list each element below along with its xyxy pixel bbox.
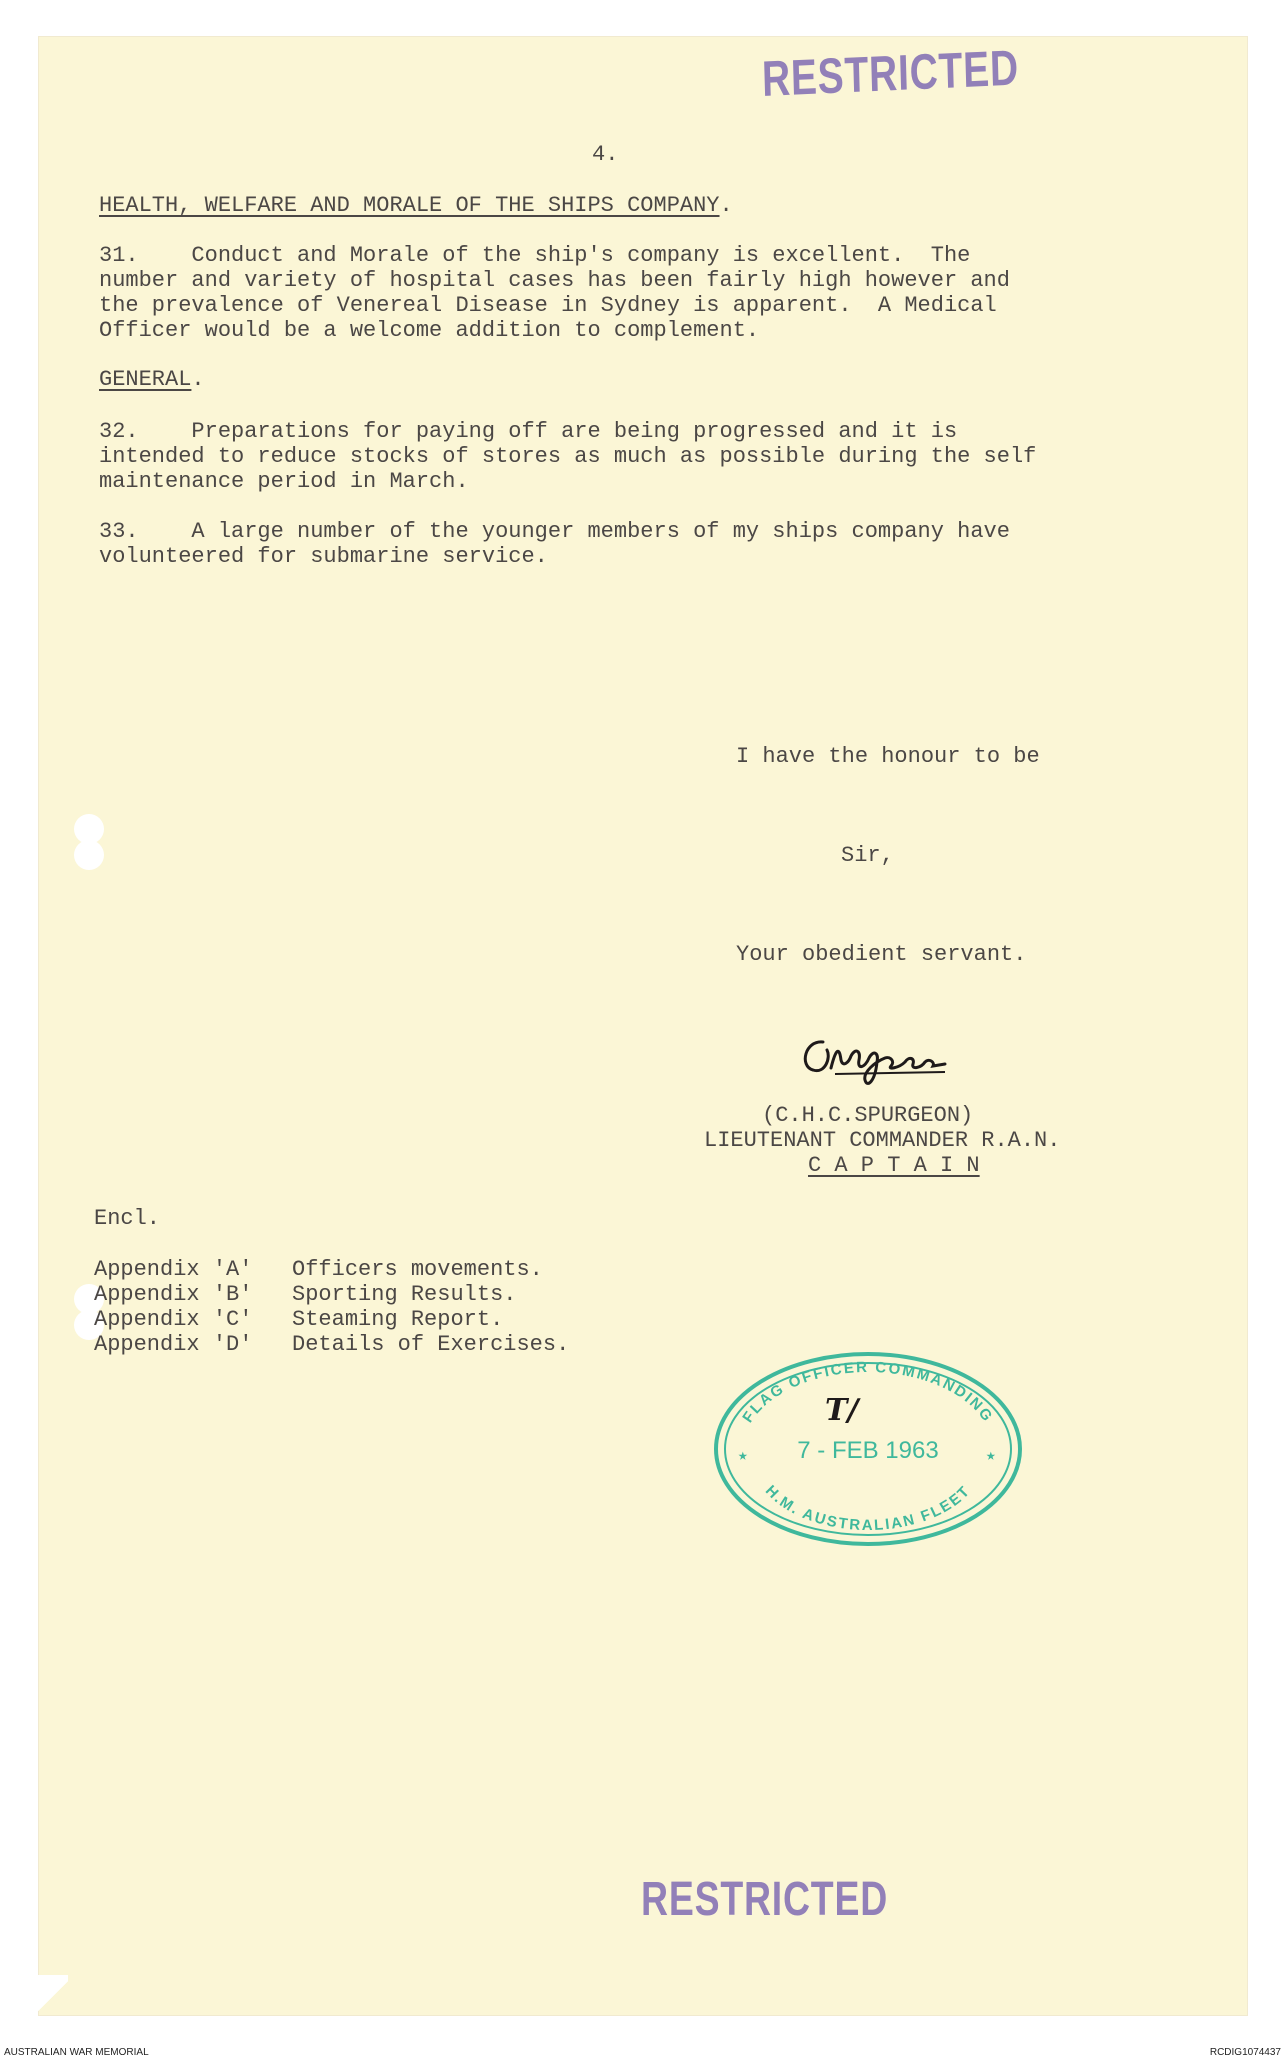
para-33-line-1: 33. A large number of the younger members of my ships company have <box>99 519 1010 544</box>
restricted-stamp-top: RESTRICTED <box>761 39 1020 107</box>
signatory-name: (C.H.C.SPURGEON) <box>762 1103 974 1128</box>
page-corner <box>38 1975 68 2017</box>
enclosure-item: Appendix 'A' Officers movements. <box>94 1257 543 1282</box>
heading-health <box>99 193 733 218</box>
stamp-initials: T/ <box>825 1393 859 1428</box>
stamp-top-text-path: FLAG OFFICER COMMANDING <box>739 1358 997 1426</box>
heading-general-suffix: . <box>191 367 205 392</box>
received-stamp <box>713 1350 1023 1548</box>
para-31-line-3: the prevalence of Venereal Disease in Sydney is apparent. A Medical <box>99 293 997 318</box>
stamp-bottom-text-path: H.M. AUSTRALIAN FLEET <box>761 1482 975 1535</box>
enclosure-item: Appendix 'C' Steaming Report. <box>94 1307 504 1332</box>
stamp-top-text <box>739 1359 996 1426</box>
footer-reference: RCDIG1074437 <box>1209 2047 1281 2058</box>
handwritten-signature <box>795 1022 965 1092</box>
punch-hole <box>74 840 104 870</box>
para-31-line-4: Officer would be a welcome addition to complement. <box>99 318 760 343</box>
para-32-line-1: 32. Preparations for paying off are being progressed and it is <box>99 419 958 444</box>
para-31-line-2: number and variety of hospital cases has been fairly high however and <box>99 268 1010 293</box>
heading-health-text: HEALTH, WELFARE AND MORALE OF THE SHIPS COMPANY <box>99 193 720 218</box>
page-number: 4. <box>592 142 619 167</box>
restricted-stamp-bottom: RESTRICTED <box>641 1873 889 1926</box>
para-33-line-2: volunteered for submarine service. <box>99 544 548 569</box>
enclosures-label: Encl. <box>94 1206 161 1231</box>
para-32-line-2: intended to reduce stocks of stores as much as possible during the self <box>99 444 1037 469</box>
stamp-star-icon: ★ <box>738 1445 748 1464</box>
stamp-bottom-text <box>762 1482 974 1534</box>
footer-source: AUSTRALIAN WAR MEMORIAL <box>4 2047 149 2058</box>
enclosure-item: Appendix 'D' Details of Exercises. <box>94 1332 570 1357</box>
heading-health-suffix: . <box>719 193 733 218</box>
para-32-line-3: maintenance period in March. <box>99 469 469 494</box>
closing-sir: Sir, <box>841 843 894 868</box>
para-31-line-1: 31. Conduct and Morale of the ship's company is excellent. The <box>99 243 971 268</box>
signatory-title: C A P T A I N <box>808 1153 980 1178</box>
stamp-date: 7 - FEB 1963 <box>797 1437 939 1464</box>
heading-general <box>99 367 205 392</box>
closing-servant: Your obedient servant. <box>736 942 1027 967</box>
stamp-star-icon: ★ <box>986 1445 996 1464</box>
enclosure-item: Appendix 'B' Sporting Results. <box>94 1282 517 1307</box>
heading-general-text: GENERAL <box>99 367 192 392</box>
closing-honour: I have the honour to be <box>736 744 1040 769</box>
signatory-rank: LIEUTENANT COMMANDER R.A.N. <box>704 1128 1061 1153</box>
